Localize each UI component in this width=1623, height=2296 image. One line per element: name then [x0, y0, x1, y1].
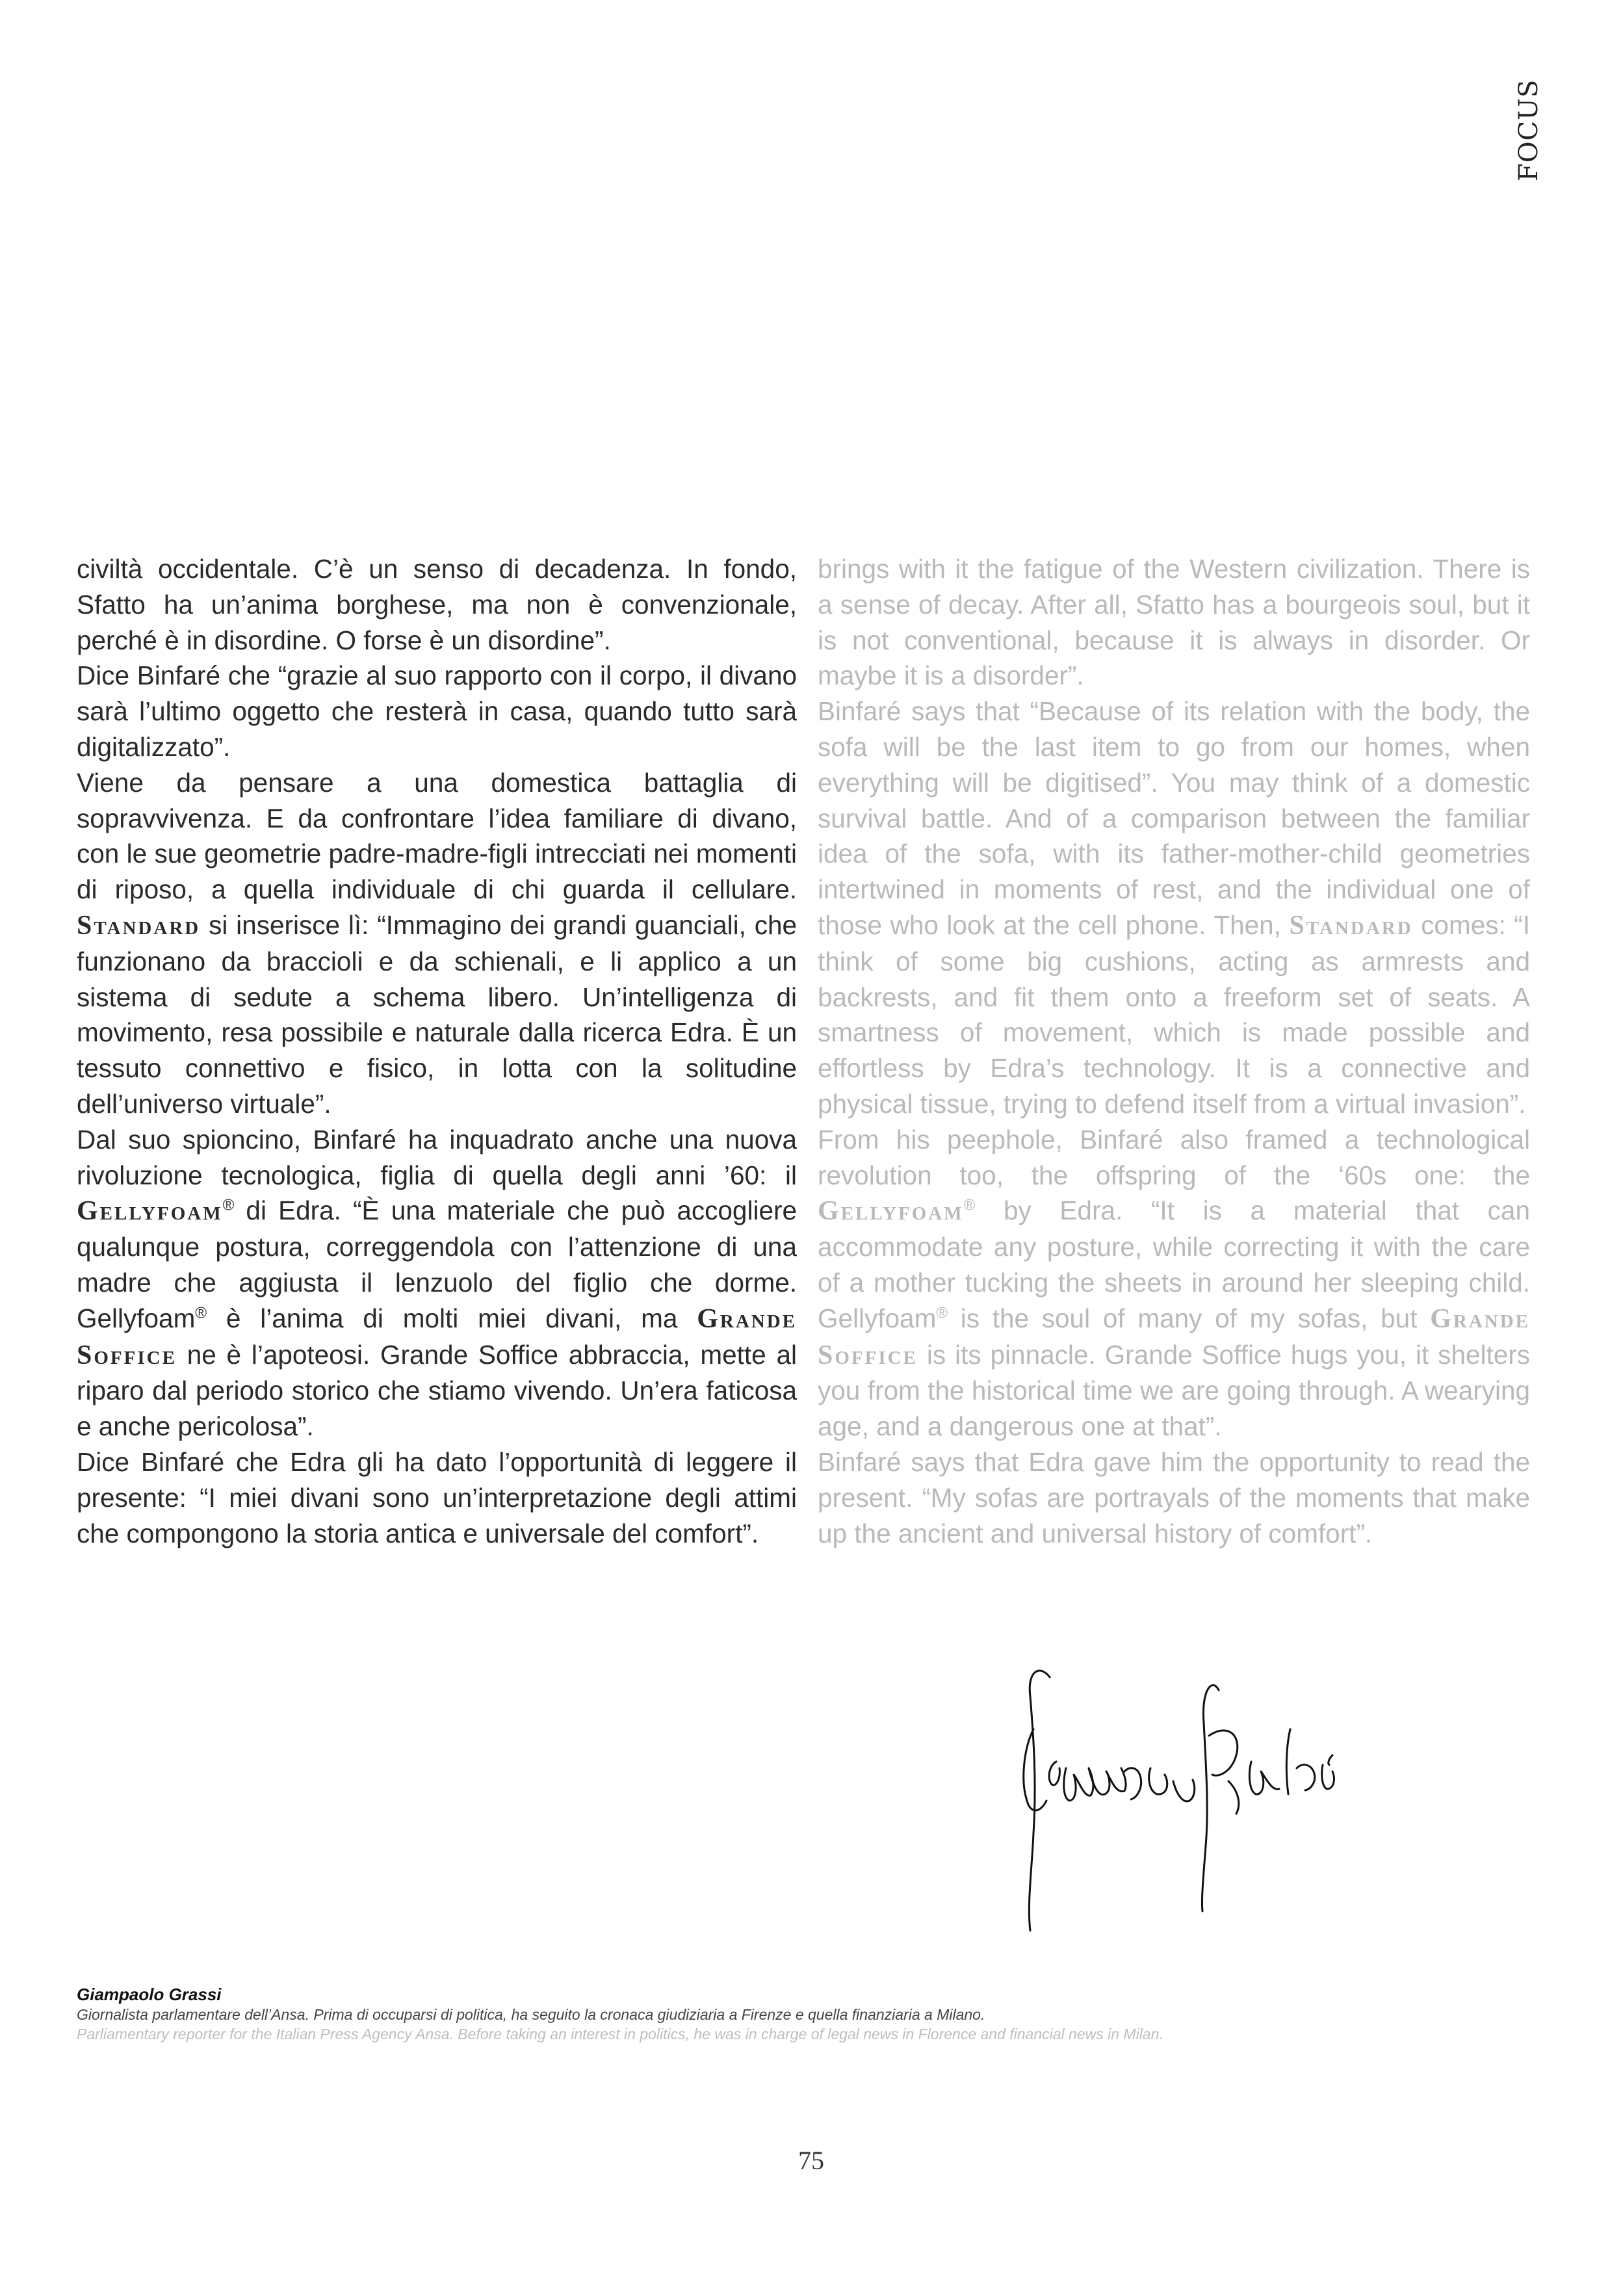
italian-paragraph-3 — [77, 765, 797, 1122]
section-label: FOCUS — [1514, 79, 1544, 181]
text-run: Dal suo spioncino, Binfaré ha inquadrato anche una nuova rivoluzione tecnologica, figlia di quella degli anni ’60: il — [77, 1124, 797, 1190]
text-run: Viene da pensare a una domestica battaglia di sopravvivenza. E da confrontare l’idea familiare di divano, con le sue geometrie padre-madre-figli intrecciati nei momenti di riposo, a quella individuale di chi guarda il cellulare. — [77, 767, 797, 905]
text-run: is the soul of many of my sofas, but — [948, 1303, 1431, 1333]
text-run: comes: “I think of some big cushions, acting as armrests and backrests, and fit them onto a freeform set of seats. A smartness of movement, which is made possible and effortless by Edra’s technology. It is a connective and physical tissue, trying to defend itself from a virtual invasion”. — [818, 909, 1530, 1119]
product-name-standard: Standard — [1289, 910, 1413, 941]
author-name: Giampaolo Grassi — [77, 1985, 222, 2004]
product-name-gellyfoam: Gellyfoam — [77, 1196, 223, 1227]
italian-column — [77, 551, 797, 1551]
author-bio-italian: Giornalista parlamentare dell’Ansa. Prima di occuparsi di politica, ha seguito la cronaca giudiziaria a Firenze e quella finanziaria a Milano. — [77, 2006, 985, 2023]
signature-stroke-first-name — [1024, 1671, 1195, 1931]
product-name-grande-soffice: Grande Soffice — [77, 1303, 797, 1370]
product-name-standard: Standard — [77, 910, 201, 941]
product-name-grande-soffice: Grande Soffice — [818, 1303, 1530, 1370]
registered-mark: ® — [936, 1304, 948, 1322]
product-name-gellyfoam: Gellyfoam — [818, 1196, 964, 1227]
registered-mark: ® — [963, 1196, 976, 1214]
english-paragraph-3 — [818, 1122, 1530, 1444]
text-run: by Edra. “It is a material that can accommodate any posture, while correcting it with the care of a mother tucking the sheets in around her sleeping child. Gellyfoam — [818, 1195, 1530, 1333]
english-column — [818, 551, 1530, 1551]
registered-mark: ® — [195, 1304, 207, 1322]
english-paragraph-1: brings with it the fatigue of the Western civilization. There is a sense of decay. After all, Sfatto has a bourgeois soul, but it is not conventional, because it is always in disorder. Or maybe it is a disorder”. — [818, 554, 1530, 691]
author-bio — [77, 1984, 1530, 2044]
text-run: di Edra. “È una materiale che può accogliere qualunque postura, correggendola con l’attenzione di una madre che aggiusta il lenzuolo del figlio che dorme. Gellyfoam — [77, 1195, 797, 1333]
english-paragraph-4: Binfaré says that Edra gave him the opportunity to read the present. “My sofas are portrayals of the moments that make up the ancient and universal history of comfort”. — [818, 1446, 1530, 1548]
text-run: is its pinnacle. Grande Soffice hugs you, it shelters you from the historical time we are going through. A wearying age, and a dangerous one at that”. — [818, 1339, 1530, 1442]
text-run: ne è l’apoteosi. Grande Soffice abbraccia, mette al riparo dal periodo storico che stiamo vivendo. Un’era faticosa e anche pericolosa”. — [77, 1339, 797, 1442]
italian-paragraph-4 — [77, 1122, 797, 1444]
author-bio-english: Parliamentary reporter for the Italian Press Agency Ansa. Before taking an interest in politics, he was in charge of legal news in Florence and financial news in Milan. — [77, 2026, 1163, 2042]
text-run: From his peephole, Binfaré also framed a technological revolution too, the offspring of the ‘60s one: the — [818, 1124, 1530, 1190]
page-number: 75 — [798, 2146, 824, 2175]
text-run: è l’anima di molti miei divani, ma — [207, 1303, 697, 1333]
handwritten-signature — [994, 1651, 1397, 1950]
italian-paragraph-5: Dice Binfaré che Edra gli ha dato l’opportunità di leggere il presente: “I miei divani sono un’interpretazione degli attimi che compongono la storia antica e universale del comfort”. — [77, 1446, 797, 1548]
english-paragraph-2 — [818, 694, 1530, 1122]
italian-paragraph-1: civiltà occidentale. C’è un senso di decadenza. In fondo, Sfatto ha un’anima borghese, ma non è convenzionale, perché è in disordine. O forse è un disordine”. — [77, 554, 797, 655]
text-run: si inserisce lì: “Immagino dei grandi guanciali, che funzionano da braccioli e da schienali, e li applico a un sistema di sedute a schema libero. Un’intelligenza di movimento, resa possibile e naturale dalla ricerca Edra. È un tessuto connettivo e fisico, in lotta con la solitudine dell’universo virtuale”. — [77, 909, 797, 1119]
italian-paragraph-2: Dice Binfaré che “grazie al suo rapporto con il corpo, il divano sarà l’ultimo oggetto che resterà in casa, quando tutto sarà digitalizzato”. — [77, 660, 797, 762]
registered-mark: ® — [222, 1196, 235, 1214]
signature-stroke-last-name — [1202, 1685, 1334, 1911]
text-run: Binfaré says that “Because of its relation with the body, the sofa will be the last item to go from our homes, when everything will be digitised”. You may think of a domestic survival battle. And of a comparison between the familiar idea of the sofa, with its father-mother-child geometries intertwined in moments of rest, and the individual one of those who look at the cell phone. Then, — [818, 696, 1530, 940]
